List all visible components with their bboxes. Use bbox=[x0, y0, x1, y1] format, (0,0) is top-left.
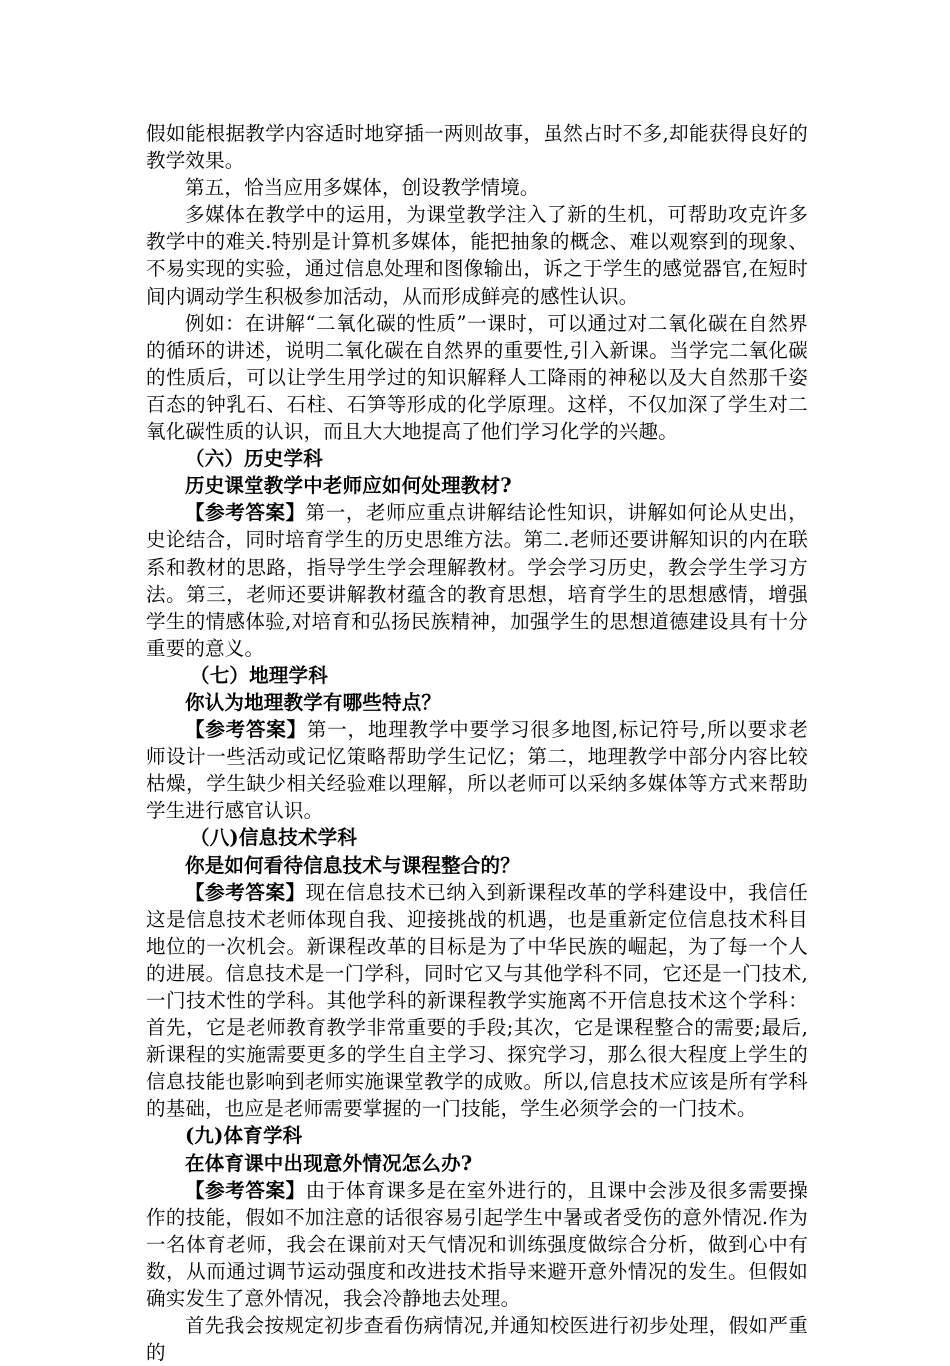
section-heading-pe: (九)体育学科 bbox=[185, 1124, 303, 1148]
paragraph-first-aid: 首先我会按规定初步查看伤病情况,并通知校医进行初步处理，假如严重的 bbox=[146, 1314, 808, 1365]
question-geography: 你认为地理教学有哪些特点？ bbox=[185, 690, 442, 714]
answer-history bbox=[146, 499, 808, 662]
paragraph-point-five: 第五，恰当应用多媒体，创设教学情境。 bbox=[185, 176, 540, 200]
answer-geography-text: 第一，地理教学中要学习很多地图,标记符号,所以要求老师设计一些活动或记忆策略帮助学生记忆；第二，地理教学中部分内容比较枯燥，学生缺少相关经验难以理解，所以老师可以采纳多媒体等方式来帮助学生进行感官认识。 bbox=[146, 718, 808, 823]
answer-label: 【参考答案】 bbox=[185, 1178, 306, 1202]
answer-history-text: 第一，老师应重点讲解结论性知识，讲解如何论从史出，史论结合，同时培育学生的历史思维方法。第二.老师还要讲解知识的内在联系和教材的思路，指导学生学会理解教材。学会学习历史，教会学生学习方法。第三，老师还要讲解教材蕴含的教育思想，培育学生的思想感情，增强学生的情感体验,对培育和弘扬民族精神，加强学生的思想道德建设具有十分重要的意义。 bbox=[146, 501, 808, 660]
paragraph-example-co2: 例如：在讲解“二氧化碳的性质”一课时，可以通过对二氧化碳在自然界的循环的讲述，说明二氧化碳在自然界的重要性,引入新课。当学完二氧化碳的性质后，可以让学生用学过的知识解释人工降雨的神秘以及大自然那千姿百态的钟乳石、石柱、石笋等形成的化学原理。这样，不仅加深了学生对二氧化碳性质的认识，而且大大地提高了他们学习化学的兴趣。 bbox=[146, 311, 808, 444]
section-heading-it: （八)信息技术学科 bbox=[190, 826, 358, 850]
section-heading-geography: （七）地理学科 bbox=[190, 663, 328, 687]
document-page bbox=[146, 120, 808, 1366]
answer-pe bbox=[146, 1177, 808, 1312]
paragraph-story: 假如能根据教学内容适时地穿插一两则故事，虽然占时不多,却能获得良好的教学效果。 bbox=[146, 122, 808, 173]
answer-it-text: 现在信息技术已纳入到新课程改革的学科建设中，我信任这是信息技术老师体现自我、迎接挑战的机遇，也是重新定位信息技术科目地位的一次机会。新课程改革的目标是为了中华民族的崛起，为了每一个人的进展。信息技术是一门学科，同时它又与其他学科不同，它还是一门技术,一门技术性的学科。其他学科的新课程教学实施离不开信息技术这个学科：首先，它是老师教育教学非常重要的手段;其次，它是课程整合的需要;最后,新课程的实施需要更多的学生自主学习、探究学习，那么很大程度上学生的信息技能也影响到老师实施课堂教学的成败。所以,信息技术应该是所有学科的基础，也应是老师需要掌握的一门技能，学生必须学会的一门技术。 bbox=[146, 880, 808, 1121]
answer-label: 【参考答案】 bbox=[185, 880, 306, 904]
answer-pe-text: 由于体育课多是在室外进行的，且课中会涉及很多需要操作的技能，假如不加注意的话很容易引起学生中暑或者受伤的意外情况.作为一名体育老师，我会在课前对天气情况和训练强度做综合分析，做到心中有数，从而通过调节运动强度和改进技术指导来避开意外情况的发生。但假如确实发生了意外情况，我会冷静地去处理。 bbox=[146, 1178, 808, 1311]
paragraph-multimedia: 多媒体在教学中的运用，为课堂教学注入了新的生机，可帮助攻克许多教学中的难关.特别是计算机多媒体，能把抽象的概念、难以观察到的现象、不易实现的实验，通过信息处理和图像输出，诉之于学生的感觉器官,在短时间内调动学生积极参加活动，从而形成鲜亮的感性认识。 bbox=[146, 203, 808, 308]
question-pe: 在体育课中出现意外情况怎么办? bbox=[185, 1151, 473, 1175]
answer-geography bbox=[146, 716, 808, 824]
answer-it bbox=[146, 879, 808, 1123]
section-heading-history: （六）历史学科 bbox=[185, 447, 323, 471]
question-history: 历史课堂教学中老师应如何处理教材? bbox=[185, 474, 512, 498]
answer-label: 【参考答案】 bbox=[185, 718, 307, 742]
question-it: 你是如何看待信息技术与课程整合的？ bbox=[185, 853, 520, 877]
answer-label: 【参考答案】 bbox=[185, 501, 306, 525]
